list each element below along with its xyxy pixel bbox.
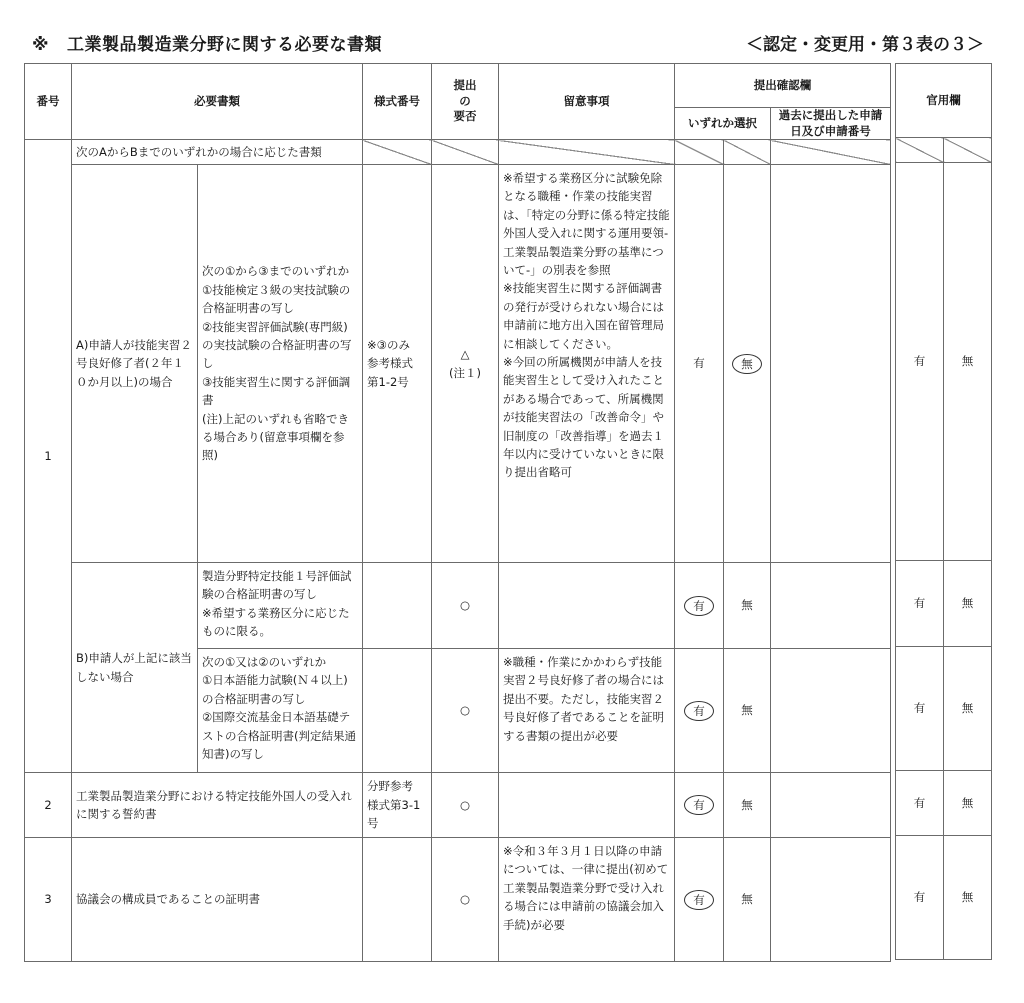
- row3-number: 3: [25, 838, 72, 962]
- row1b1-yes-cell[interactable]: [675, 563, 724, 649]
- col-documents: 必要書類: [72, 64, 363, 140]
- row2-yes-circled: 有: [684, 795, 714, 815]
- official-row1b1-yes[interactable]: 有: [896, 561, 944, 647]
- documents-table: [24, 63, 891, 962]
- official-row1b2-yes[interactable]: 有: [896, 647, 944, 771]
- row1b1-notes: [499, 563, 675, 649]
- row2-form: 分野参考 様式第3-1 号: [363, 773, 432, 838]
- row3-form: [363, 838, 432, 962]
- row1a-req: △ (注１): [432, 165, 499, 563]
- row1b1-past[interactable]: [771, 563, 891, 649]
- row2-docs: 工業製品製造業分野における特定技能外国人の受入れに関する誓約書: [72, 773, 363, 838]
- col-form-number: 様式番号: [363, 64, 432, 140]
- title-text: 工業製品製造業分野に関する必要な書類: [67, 35, 383, 55]
- col-official-use: 官用欄: [896, 64, 992, 138]
- official-row1b2-no[interactable]: 無: [944, 647, 992, 771]
- row3-docs: 協議会の構成員であることの証明書: [72, 838, 363, 962]
- row2-number: 2: [25, 773, 72, 838]
- row3-req: ○: [432, 838, 499, 962]
- row3-no[interactable]: 無: [724, 838, 771, 962]
- row1-intro-past-slash: [771, 140, 891, 165]
- row1b1-form: [363, 563, 432, 649]
- row3-yes-circled: 有: [684, 890, 714, 910]
- official-row3-no[interactable]: 無: [944, 836, 992, 960]
- row1a-no-circled: 無: [732, 354, 762, 374]
- row1a-docs: 次の①から③までのいずれか ①技能検定３級の実技試験の合格証明書の写し ②技能実習評価試験(専門級)の実技試験の合格証明書の写し ③技能実習生に関する評価調書 (注)上記のいずれも省略できる場合あり(留意事項欄を参照): [198, 165, 363, 563]
- official-row1a-yes[interactable]: 有: [896, 163, 944, 561]
- row1-intro-no-slash: [724, 140, 771, 165]
- row1-intro-form-slash: [363, 140, 432, 165]
- row1b2-docs: 次の①又は②のいずれか ①日本語能力試験(Ｎ４以上)の合格証明書の写し ②国際交流基金日本語基礎テストの合格証明書(判定結果通知書)の写し: [198, 649, 363, 773]
- row2-yes-cell[interactable]: [675, 773, 724, 838]
- row1b-case: B)申請人が上記に該当しない場合: [72, 563, 198, 773]
- row1b2-yes-cell[interactable]: [675, 649, 724, 773]
- row1b2-past[interactable]: [771, 649, 891, 773]
- row1-intro: 次のAからBまでのいずれかの場合に応じた書類: [72, 140, 363, 165]
- form-id: ＜認定・変更用・第３表の３＞: [746, 35, 984, 55]
- row1b1-yes-circled: 有: [684, 596, 714, 616]
- row3-yes-cell[interactable]: [675, 838, 724, 962]
- row3-past[interactable]: [771, 838, 891, 962]
- official-intro-yes-slash: [896, 138, 944, 163]
- row1a-case: A)申請人が技能実習２号良好修了者(２年１０か月以上)の場合: [72, 165, 198, 563]
- title-mark: ※: [32, 35, 50, 55]
- row2-notes: [499, 773, 675, 838]
- official-row2-no[interactable]: 無: [944, 771, 992, 836]
- row3-notes: ※令和３年３月１日以降の申請については、一律に提出(初めて工業製品製造業分野で受け入れる場合には申請前の協議会加入手続)が必要: [499, 838, 675, 962]
- row2-req: ○: [432, 773, 499, 838]
- col-submission-required: 提出 の 要否: [432, 64, 499, 140]
- row1b1-req: ○: [432, 563, 499, 649]
- official-use-table: [895, 63, 992, 960]
- row1a-past[interactable]: [771, 165, 891, 563]
- row1a-form: ※③のみ 参考様式 第1-2号: [363, 165, 432, 563]
- row1a-notes: ※希望する業務区分に試験免除となる職種・作業の技能実習は、「特定の分野に係る特定技能外国人受入れに関する運用要領-工業製品製造業分野の基準について-」の別表を参照 ※技能実習生に関する評価調書の発行が受けられない場合には申請前に地方出入国在留管理局に相談してください。 ※今回の所属機関が申請人を技能実習生として受け入れたことがある場合であって、所属機関が技能実習法の「改善命令」や旧制度の「改善指導」を過去１年以内に受けていないときに限り提出省略可: [499, 165, 675, 563]
- row1-intro-notes-slash: [499, 140, 675, 165]
- row2-no[interactable]: 無: [724, 773, 771, 838]
- row1b2-yes-circled: 有: [684, 701, 714, 721]
- official-row2-yes[interactable]: 有: [896, 771, 944, 836]
- row1b1-docs: 製造分野特定技能１号評価試験の合格証明書の写し ※希望する業務区分に応じたものに限る。: [198, 563, 363, 649]
- row1b2-notes: ※職種・作業にかかわらず技能実習２号良好修了者の場合には提出不要。ただし，技能実習２号良好修了者であることを証明する書類の提出が必要: [499, 649, 675, 773]
- page-title: [32, 30, 382, 55]
- row1b1-no[interactable]: 無: [724, 563, 771, 649]
- official-intro-no-slash: [944, 138, 992, 163]
- row1b2-form: [363, 649, 432, 773]
- col-notes: 留意事項: [499, 64, 675, 140]
- row2-past[interactable]: [771, 773, 891, 838]
- col-select-either: いずれか選択: [675, 108, 771, 140]
- col-past-submission: 過去に提出した申請日及び申請番号: [771, 108, 891, 140]
- row1-number: 1: [25, 140, 72, 773]
- official-row1b1-no[interactable]: 無: [944, 561, 992, 647]
- row1-intro-yes-slash: [675, 140, 724, 165]
- row1b2-no[interactable]: 無: [724, 649, 771, 773]
- official-row1a-no[interactable]: 無: [944, 163, 992, 561]
- row1a-yes[interactable]: 有: [675, 165, 724, 563]
- row1b2-req: ○: [432, 649, 499, 773]
- col-submission-check: 提出確認欄: [675, 64, 891, 108]
- row1-intro-req-slash: [432, 140, 499, 165]
- official-row3-yes[interactable]: 有: [896, 836, 944, 960]
- row1a-no-cell[interactable]: [724, 165, 771, 563]
- col-number: 番号: [25, 64, 72, 140]
